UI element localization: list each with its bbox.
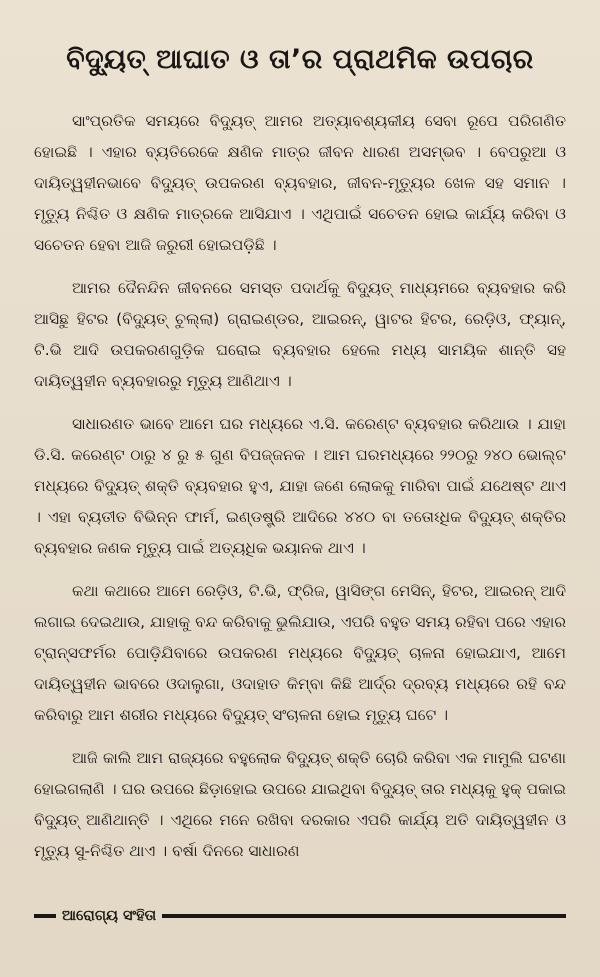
paragraph-2: ଆମର ଦୈନନ୍ଦିନ ଜୀବନରେ ସମସ୍ତ ପଦାର୍ଥକୁ ବିଦ୍ୟୁତ୍ ମାଧ୍ୟମରେ ବ୍ୟବହାର କରି ଆସିଛୁ ହିଟର (ବିଦ୍ୟୁତ୍ ଚୁଲ୍ଲା) ଗ୍ରାଇଣ୍ଡର, ଆଇରନ୍, ୱାଟର ହିଟର, ରେଡ଼ିଓ, ଫ୍ୟାନ୍, ଟି.ଭି ଆଦି ଉପକରଣଗୁଡ଼ିକ ଘରୋଇ ବ୍ୟବହାର ହେଲେ ମଧ୍ୟ ସାମୟିକ ଶାନ୍ତି ସହ ଦାୟିତ୍ୱହୀନ ବ୍ୟବହାରରୁ ମୃତ୍ୟୁ ଆଣିଥାଏ ।	[34, 279, 566, 391]
footer-dash	[34, 914, 56, 918]
paragraph-1: ସାଂପ୍ରତିକ ସମୟରେ ବିଦ୍ୟୁତ୍ ଆମର ଅତ୍ୟାବଶ୍ୟକୀୟ ସେବା ରୂପେ ପରିଗଣିତ ହୋଇଛି । ଏହାର ବ୍ୟତିରେକେ କ୍ଷଣିକ ମାତ୍ର ଜୀବନ ଧାରଣ ଅସମ୍ଭବ । ବେପରୁଆ ଓ ଦାୟିତ୍ୱହୀନଭାବେ ବିଦ୍ୟୁତ୍ ଉପକରଣ ବ୍ୟବହାର, ଜୀବନ-ମୃତ୍ୟୁର ଖେଳ ସହ ସମାନ । ମୃତ୍ୟୁ ନିଶ୍ଚିତ ଓ କ୍ଷଣିକ ମାତ୍ରକେ ଆସିଯାଏ । ଏଥିପାଇଁ ସଚେତନ ହୋଇ କାର୍ଯ୍ୟ କରିବା ଓ ସଚେତନ ହେବା ଆଜି ଜରୁରୀ ହୋଇପଡ଼ିଛି ।	[34, 112, 566, 255]
page-title: ବିଦ୍ୟୁତ୍ ଆଘାତ ଓ ତା’ର ପ୍ରାଥମିକ ଉପଚାର	[66, 44, 534, 75]
page-footer	[34, 908, 566, 924]
paragraph-3: ସାଧାରଣତ ଭାବେ ଆମେ ଘର ମଧ୍ୟରେ ଏ.ସି. କରେଣ୍ଟ ବ୍ୟବହାର କରିଥାଉ । ଯାହା ଡି.ସି. କରେଣ୍ଟ ଠାରୁ ୪ ରୁ ୫ ଗୁଣ ବିପଜ୍ଜନକ । ଆମ ଘରମଧ୍ୟରେ ୨୨୦ରୁ ୨୪୦ ଭୋଲ୍ଟ ମଧ୍ୟରେ ବିଦ୍ୟୁତ୍ ଶକ୍ତି ବ୍ୟବହାର ହୁଏ, ଯାହା ଜଣେ ଲୋକକୁ ମାରିବା ପାଇଁ ଯଥେଷ୍ଟ ଥାଏ । ଏହା ବ୍ୟତୀତ ବିଭିନ୍ନ ଫାର୍ମ, ଇଣ୍ଡଷ୍ଟ୍ରି ଆଦିରେ ୪୪୦ ବା ତତୋଽଧିକ ବିଦ୍ୟୁତ୍ ଶକ୍ତିର ବ୍ୟବହାର ଜଣକ ମୃତ୍ୟୁ ପାଇଁ ଅତ୍ୟଧିକ ଭୟାନକ ଥାଏ ।	[34, 415, 566, 558]
footer-rule	[162, 914, 566, 918]
paragraph-5: ଆଜି କାଲି ଆମ ରାଜ୍ୟରେ ବହୁଲୋକ ବିଦ୍ୟୁତ୍ ଶକ୍ତି ଚୋରି କରିବା ଏକ ମାମୁଲି ଘଟଣା ହୋଇଗଲାଣି । ଘର ଉପରେ ଛିଡ଼ାହୋଇ ଉପରେ ଯାଇଥିବା ବିଦ୍ୟୁତ୍ ତାର ମଧ୍ୟକୁ ହୁକ୍ ପକାଇ ବିଦ୍ୟୁତ୍ ଆଣିଥାନ୍ତି । ଏଥିରେ ମନେ ରଖିବା ଦରକାର ଏପରି କାର୍ଯ୍ୟ ଅତି ଦାୟିତ୍ୱହୀନ ଓ ମୃତ୍ୟୁ ସୁ-ନିଶ୍ଚିତ ଥାଏ । ବର୍ଷା ଦିନରେ ସାଧାରଣ	[34, 749, 566, 861]
paragraph-4: କଥା କଥାରେ ଆମେ ରେଡ଼ିଓ, ଟି.ଭି, ଫ୍ରିଜ, ୱାସିଙ୍ଗ ମେସିନ୍, ହିଟର, ଆଇରନ୍ ଆଦି ଲଗାଇ ଦେଇଥାଉ, ଯାହାକୁ ବନ୍ଦ କରିବାକୁ ଭୁଲିଯାଉ, ଏପରି ବହୁତ ସମୟ ରହିବା ପରେ ଏହାର ଟ୍ରାନ୍ସଫର୍ମର ପୋଡ଼ିଯିବାରେ ଉପକରଣ ମଧ୍ୟରେ ବିଦ୍ୟୁତ୍ ଚାଳନା ହୋଇଯାଏ, ଆମେ ଦାୟିତ୍ୱହୀନ ଭାବରେ ଓଦାଲୁଗା, ଓଦାହାତ କିମ୍ବା କିଛି ଆର୍ଦ୍ର ଦ୍ରବ୍ୟ ମଧ୍ୟରେ ରହି ବନ୍ଦ କରିବାରୁ ଆମ ଶରୀର ମଧ୍ୟରେ ବିଦ୍ୟୁତ୍ ସଂଚାଳନା ହୋଇ ମୃତ୍ୟୁ ଘଟେ ।	[34, 582, 566, 725]
footer-book-title: ଆରୋଗ୍ୟ ସଂହିତା	[62, 908, 157, 924]
